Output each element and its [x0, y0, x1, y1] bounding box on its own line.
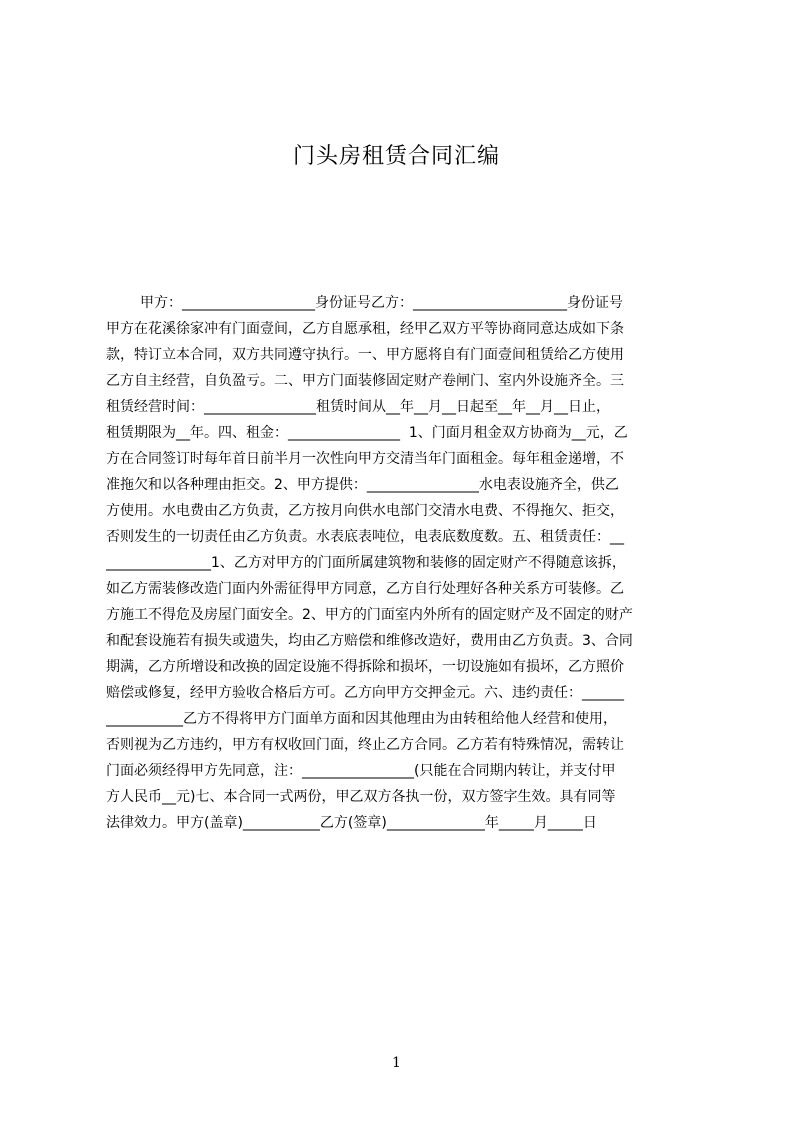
body-text-line: 款，特订立本合同，双方共同遵守执行。一、甲方愿将自有门面壹间租赁给乙方使用 [106, 347, 624, 363]
page-number: 1 [392, 1055, 401, 1071]
body-text-line: _______________1、乙方对甲方的门面所属建筑物和装修的固定财产不得随意该拆， [106, 555, 626, 571]
body-text-line: 租赁经营时间：________________租赁时间从__年__月__日起至__年__月__日止， [106, 399, 610, 415]
body-text-line: 甲方在花溪徐家冲有门面壹间，乙方自愿承租，经甲乙双方平等协商同意达成如下条 [106, 321, 624, 337]
body-text-line: 门面必须经得甲方先同意，注：________________(只能在合同期内转让，并支付甲 [106, 763, 616, 779]
body-text-line: 准拖欠和以各种理由拒交。2、甲方提供：________________水电表设施齐全，供乙 [106, 477, 619, 493]
body-text-line: 赔偿或修复，经甲方验收合格后方可。乙方向甲方交押金元。六、违约责任：______ [106, 685, 624, 701]
body-text-line: 甲方：___________________身份证号乙方：______________________身份证号 [140, 295, 623, 311]
body-text-line: 方施工不得危及房屋门面安全。2、甲方的门面室内外所有的固定财产及不固定的财产 [106, 607, 633, 623]
body-text-line: 否则视为乙方违约，甲方有权收回门面，终止乙方合同。乙方若有特殊情况，需转让 [106, 737, 624, 753]
body-text-line: 租赁期限为__年。四、租金：________________ 1、门面月租金双方协商为__元，乙 [106, 425, 628, 441]
body-text-line: 方在合同签订时每年首日前半月一次性向甲方交清当年门面租金。每年租金递增，不 [106, 451, 624, 467]
body-text-line: 方使用。水电费由乙方负责，乙方按月向供水电部门交清水电费、不得拖欠、拒交， [106, 503, 624, 519]
body-text-line: 方人民币__元)七、本合同一式两份，甲乙双方各执一份，双方签字生效。具有同等 [106, 789, 616, 805]
body-text-line: 期满，乙方所增设和改换的固定设施不得拆除和损坏，一切设施如有损坏，乙方照价 [106, 659, 624, 675]
body-text-line: 如乙方需装修改造门面内外需征得甲方同意，乙方自行处理好各种关系方可装修。乙 [106, 581, 624, 597]
document-title: 门头房租赁合同汇编 [292, 144, 500, 169]
body-text-line: 否则发生的一切责任由乙方负责。水表底表吨位，电表底数度数。五、租赁责任：__ [106, 529, 624, 545]
body-text-line: 和配套设施若有损失或遗失，均由乙方赔偿和维修改造好，费用由乙方负责。3、合同 [106, 633, 633, 649]
body-text-line: 乙方自主经营，自负盈亏。二、甲方门面装修固定财产卷闸门、室内外设施齐全。三 [106, 373, 624, 389]
body-text-line: 法律效力。甲方(盖章)___________乙方(签章)______________年_____月_____日 [106, 815, 597, 831]
body-text-line: ___________乙方不得将甲方门面单方面和因其他理由为由转租给他人经营和使用， [106, 711, 617, 727]
